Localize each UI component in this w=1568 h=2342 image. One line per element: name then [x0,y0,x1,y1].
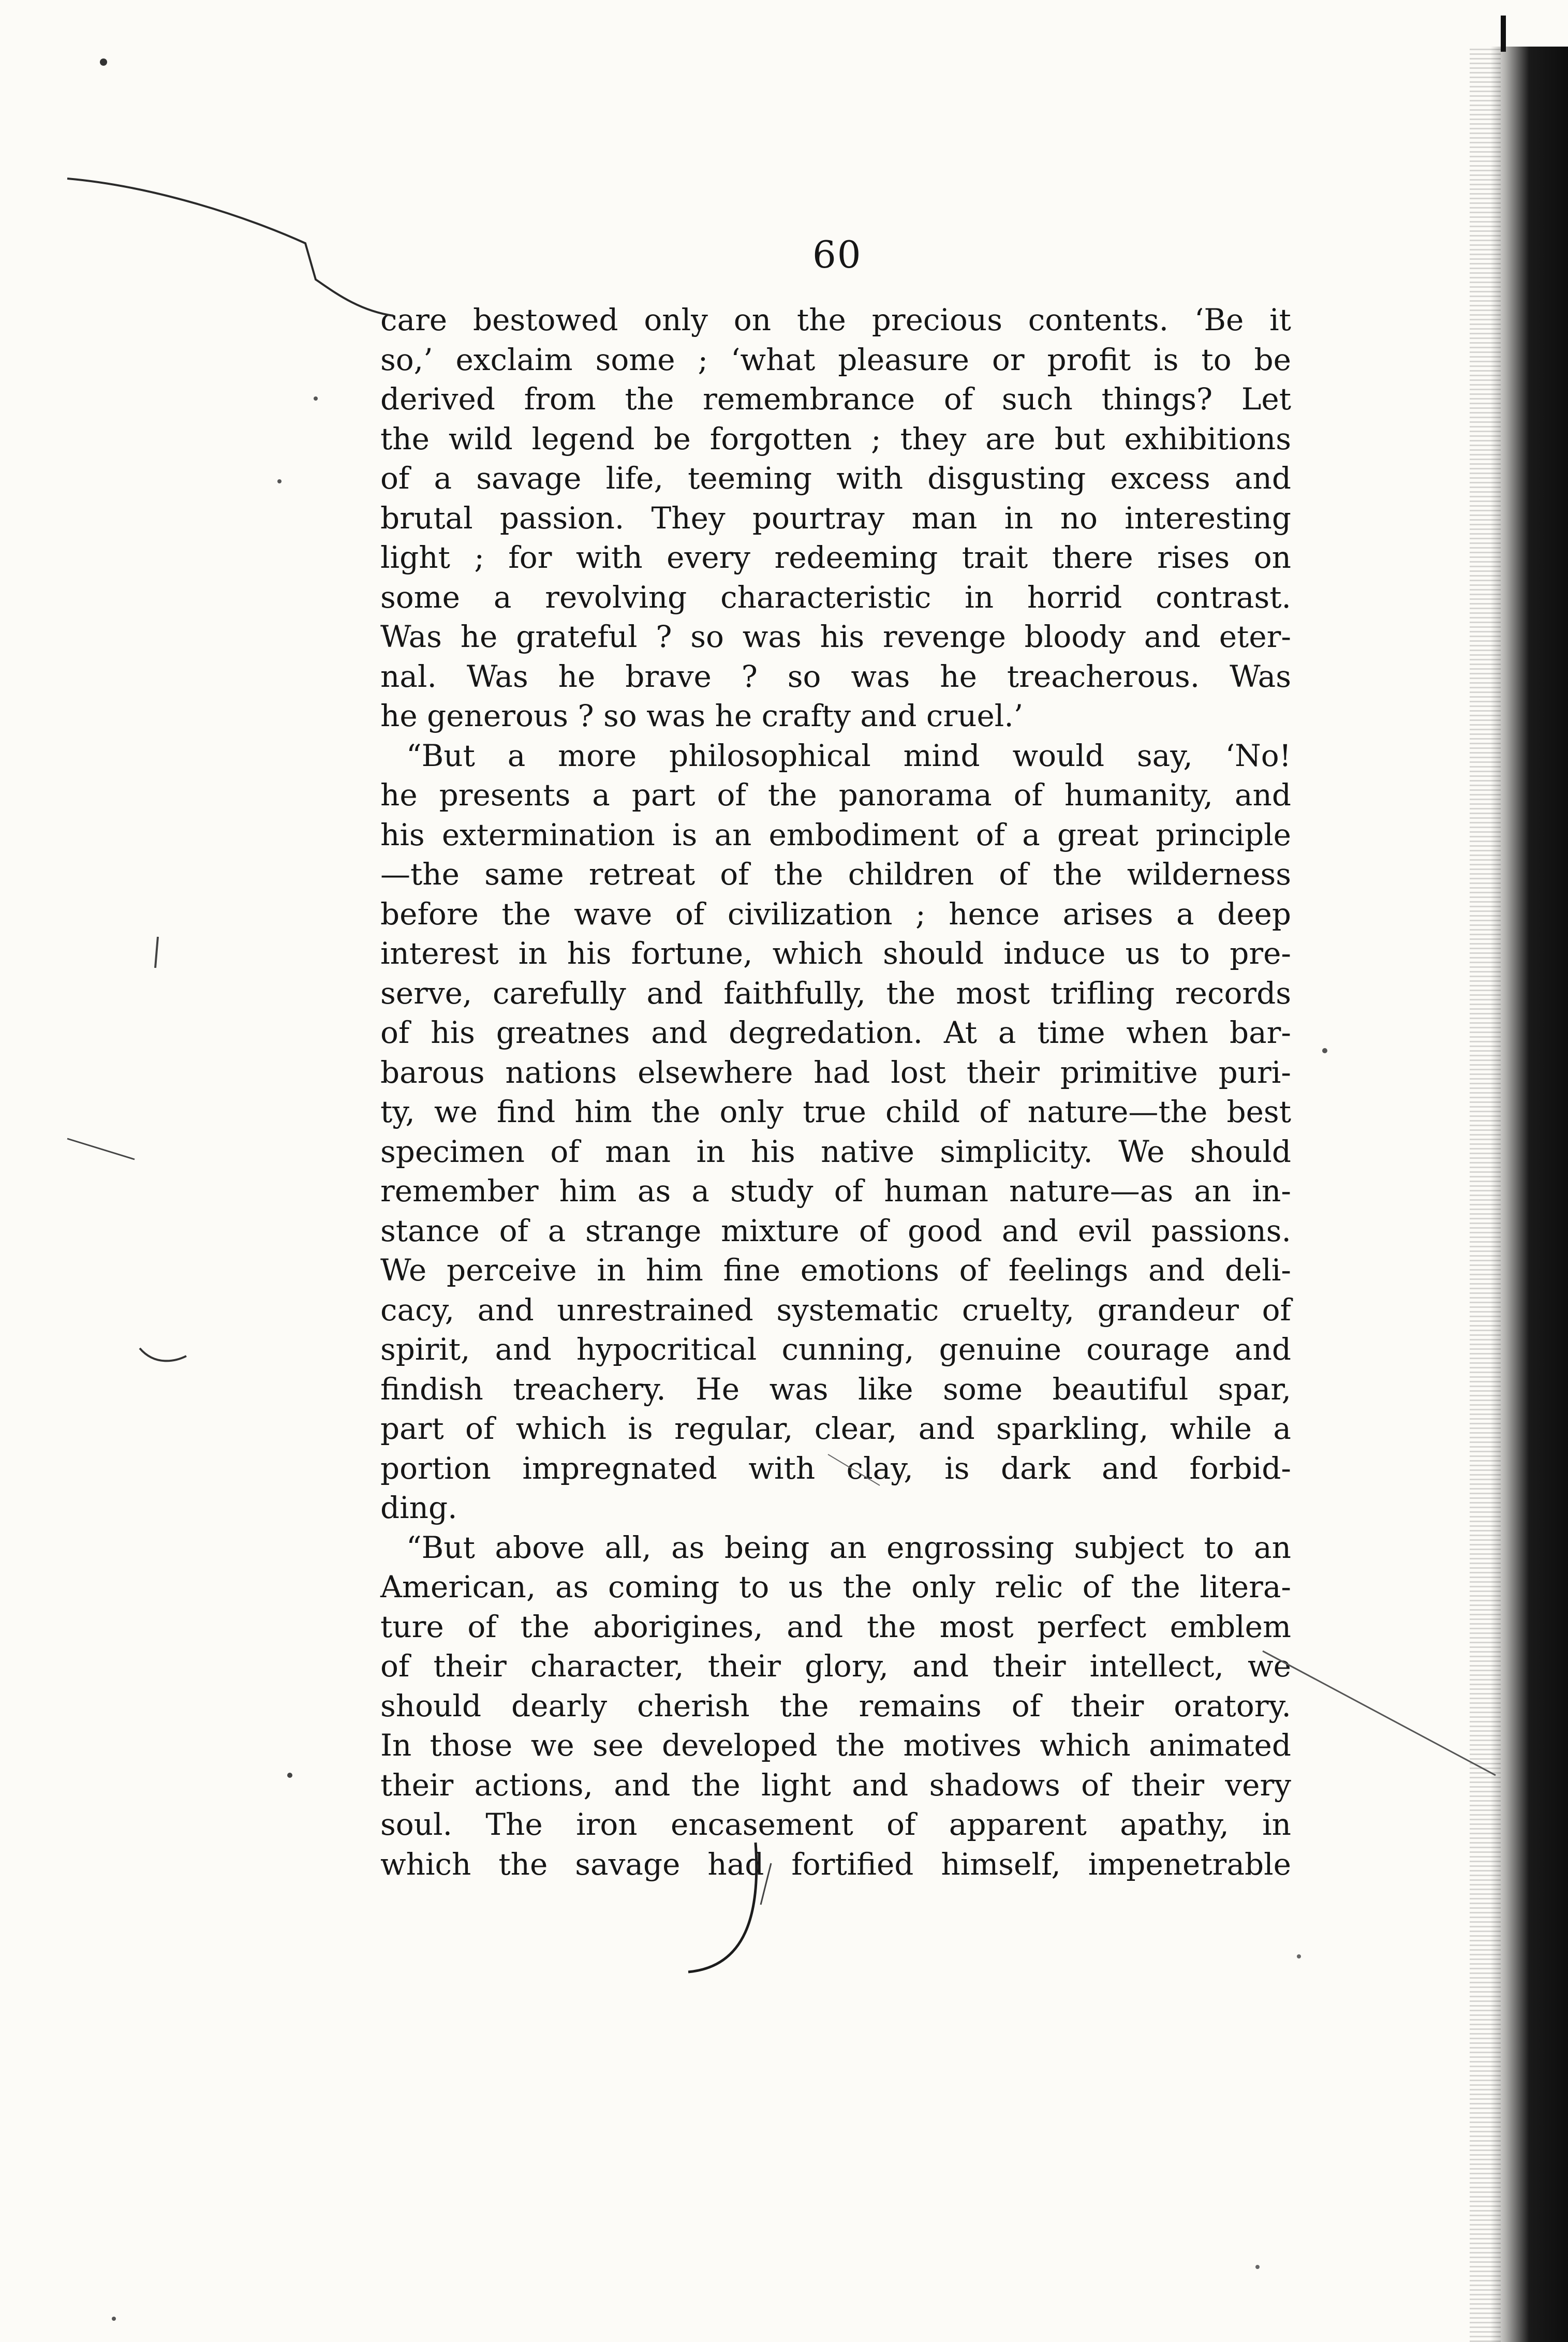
text-line: serve, carefully and faithfully, the most trifling records [380,975,1291,1011]
text-line: his extermination is an embodiment of a great principle [380,817,1291,852]
text-line: soul. The iron encasement of apparent apathy, in [380,1807,1291,1842]
text-line: —the same retreat of the children of the wilderness [380,857,1291,892]
text-line: “But above all, as being an engrossing subject to an [406,1529,1291,1565]
text-line: of their character, their glory, and their intellect, we [380,1648,1291,1684]
text-line: he presents a part of the panorama of humanity, and [380,777,1291,813]
text-line: findish treachery. He was like some beautiful spar, [380,1371,1291,1407]
text-line: of his greatnes and degredation. At a time when bar- [380,1015,1291,1050]
text-line: brutal passion. They pourtray man in no interesting [380,500,1291,536]
text-line: light ; for with every redeeming trait there rises on [380,540,1291,575]
text-line: “But a more philosophical mind would say, ‘No! [406,738,1291,773]
text-line: remember him as a study of human nature—as an in- [380,1173,1291,1209]
text-line: care bestowed only on the precious contents. ‘Be it [380,302,1291,337]
text-line: ture of the aborigines, and the most perfect emblem [380,1609,1291,1644]
text-line: ding. [380,1490,457,1525]
text-line: which the savage had fortified himself, impenetrable [380,1846,1291,1882]
text-line: he generous ? so was he crafty and cruel.’ [380,698,1024,733]
text-line: of a savage life, teeming with disgusting excess and [380,461,1291,496]
page-number: 60 [812,233,862,276]
text-line: barous nations elsewhere had lost their primitive puri- [380,1054,1291,1090]
text-line: American, as coming to us the only relic of the litera- [380,1569,1291,1604]
text-line: Was he grateful ? so was his revenge bloody and eter- [380,619,1291,654]
text-line: part of which is regular, clear, and sparkling, while a [380,1411,1291,1446]
text-line: nal. Was he brave ? so was he treacherous. Was [380,658,1291,694]
text-line: stance of a strange mixture of good and evil passions. [380,1213,1291,1248]
text-line: some a revolving characteristic in horrid contrast. [380,579,1291,615]
text-line: specimen of man in his native simplicity. We should [380,1133,1291,1169]
text-line: so,’ exclaim some ; ‘what pleasure or profit is to be [380,342,1291,377]
text-line: derived from the remembrance of such things? Let [380,381,1291,417]
text-line: should dearly cherish the remains of their oratory. [380,1688,1291,1724]
text-line: before the wave of civilization ; hence arises a deep [380,896,1291,932]
text-line: interest in his fortune, which should induce us to pre- [380,936,1291,971]
text-line: In those we see developed the motives which animated [380,1728,1291,1763]
text-line: their actions, and the light and shadows of their very [380,1767,1291,1803]
text-line: cacy, and unrestrained systematic cruelty, grandeur of [380,1292,1291,1328]
text-line: ty, we find him the only true child of nature—the best [380,1094,1291,1129]
text-line: We perceive in him fine emotions of feelings and deli- [380,1253,1291,1288]
text-line: portion impregnated with clay, is dark and forbid- [380,1450,1291,1486]
text-line: the wild legend be forgotten ; they are but exhibitions [380,421,1291,456]
text-line: spirit, and hypocritical cunning, genuine courage and [380,1332,1291,1367]
